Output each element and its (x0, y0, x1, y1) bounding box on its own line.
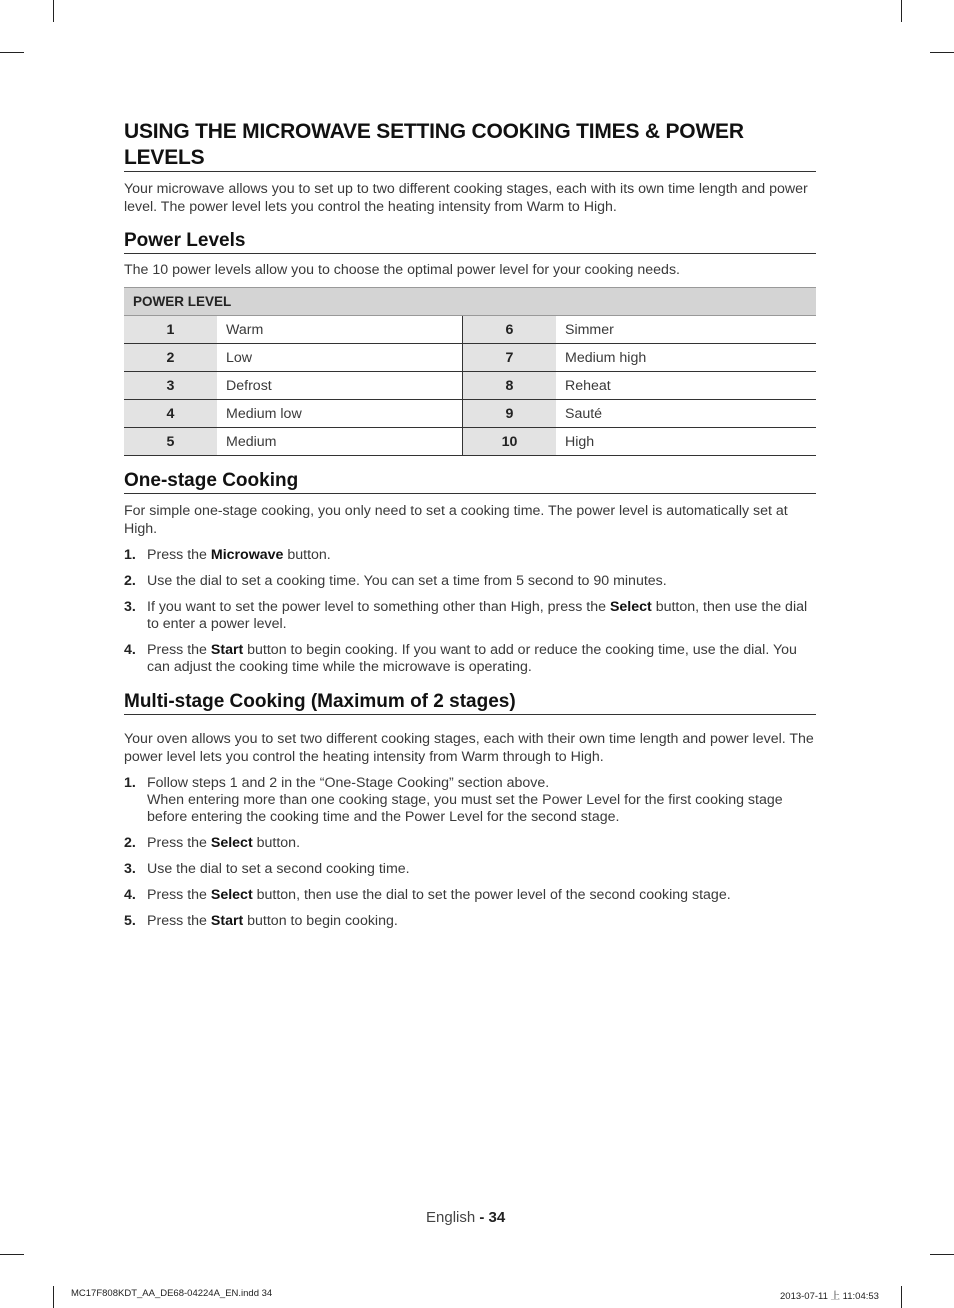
step-text: Press the (147, 547, 211, 563)
level-label: High (556, 428, 816, 456)
level-number: 1 (124, 316, 217, 344)
level-label: Medium (217, 428, 463, 456)
level-label: Medium low (217, 400, 463, 428)
step-note: When entering more than one cooking stage, you must set the Power Level for the first cooking stage before entering the cooking time and the Power Level for the second stage. (147, 792, 783, 825)
list-item (124, 547, 816, 564)
footer-page: - 34 (479, 1209, 506, 1226)
step-text: Press the (147, 887, 211, 903)
level-number: 6 (463, 316, 557, 344)
level-number: 8 (463, 372, 557, 400)
table-row (124, 428, 816, 456)
level-label: Medium high (556, 344, 816, 372)
one-stage-text: For simple one-stage cooking, you only need to set a cooking time. The power level is automatically set at High. (124, 503, 788, 537)
table-header: POWER LEVEL (124, 288, 816, 316)
intro-paragraph: Your microwave allows you to set up to two different cooking stages, each with its own time length and power level. The power level lets you control the heating intensity from Warm to High. (124, 181, 808, 215)
table-row (124, 400, 816, 428)
step-button-name: Start (210, 642, 244, 658)
step-text: button, then use the dial to enter a power level. (147, 599, 808, 632)
step-number: 5. (124, 913, 136, 929)
level-number: 4 (124, 400, 217, 428)
level-number: 2 (124, 344, 217, 372)
level-number: 5 (124, 428, 217, 456)
crop-mark (930, 1254, 954, 1255)
footer-language: English (426, 1209, 476, 1226)
page-title: USING THE MICROWAVE SETTING COOKING TIMES & POWER LEVELS (124, 119, 816, 172)
step-number: 2. (124, 573, 136, 589)
step-text: Press the (147, 835, 211, 851)
step-number: 4. (124, 642, 136, 658)
step-button-name: Microwave (210, 547, 284, 563)
step-text: button, then use the dial to set the power level of the second cooking stage. (252, 887, 731, 903)
list-item (124, 913, 816, 930)
level-number: 7 (463, 344, 557, 372)
step-number: 3. (124, 861, 136, 877)
power-levels-text: The 10 power levels allow you to choose the optimal power level for your cooking needs. (124, 262, 680, 278)
level-label: Reheat (556, 372, 816, 400)
list-item (124, 835, 816, 852)
level-label: Warm (217, 316, 463, 344)
step-number: 4. (124, 887, 136, 903)
page-number (426, 1209, 505, 1226)
one-stage-heading: One-stage Cooking (124, 469, 816, 494)
step-text: button. (252, 835, 301, 851)
power-level-table (124, 287, 816, 456)
step-number: 1. (124, 547, 136, 563)
table-row (124, 344, 816, 372)
list-item (124, 573, 816, 590)
slug-file: MC17F808KDT_AA_DE68-04224A_EN.indd 34 (71, 1288, 273, 1299)
step-text: If you want to set the power level to something other than High, press the (147, 599, 610, 615)
step-button-name: Select (609, 599, 652, 615)
step-text: Press the (147, 913, 211, 929)
step-text: button to begin cooking. If you want to add or reduce the cooking time, use the dial. You can adjust the cooking time while the microwave is operating. (147, 642, 797, 675)
level-number: 3 (124, 372, 217, 400)
step-button-name: Start (210, 913, 244, 929)
step-text: Use the dial to set a second cooking time. (147, 861, 410, 877)
step-number: 1. (124, 775, 136, 791)
multi-stage-heading: Multi-stage Cooking (Maximum of 2 stages) (124, 690, 816, 715)
level-label: Defrost (217, 372, 463, 400)
level-number: 9 (463, 400, 557, 428)
crop-mark (53, 0, 54, 22)
step-text: Follow steps 1 and 2 in the “One-Stage Cooking” section above. (147, 775, 550, 791)
step-text: button. (283, 547, 331, 563)
step-text: Press the (147, 642, 211, 658)
multi-stage-text: Your oven allows you to set two different cooking stages, each with their own time length and power level. The power level lets you control the heating intensity from Warm through to High. (124, 731, 814, 765)
level-label: Low (217, 344, 463, 372)
step-button-name: Select (210, 835, 253, 851)
table-row (124, 372, 816, 400)
crop-mark (901, 1286, 902, 1308)
crop-mark (0, 1254, 24, 1255)
list-item (124, 887, 816, 904)
one-stage-steps (124, 547, 816, 676)
level-number: 10 (463, 428, 557, 456)
step-number: 2. (124, 835, 136, 851)
crop-mark (930, 52, 954, 53)
step-number: 3. (124, 599, 136, 615)
slug-timestamp: 2013-07-11 上 11:04:53 (780, 1291, 879, 1302)
crop-mark (53, 1286, 54, 1308)
step-text: Use the dial to set a cooking time. You can set a time from 5 second to 90 minutes. (147, 573, 667, 589)
multi-stage-steps (124, 775, 816, 930)
list-item (124, 599, 816, 633)
crop-mark (0, 52, 24, 53)
table-row (124, 316, 816, 344)
power-levels-heading: Power Levels (124, 229, 816, 254)
level-label: Sauté (556, 400, 816, 428)
list-item (124, 642, 816, 676)
crop-mark (901, 0, 902, 22)
list-item (124, 861, 816, 878)
step-text: button to begin cooking. (243, 913, 398, 929)
level-label: Simmer (556, 316, 816, 344)
page-content (124, 119, 816, 939)
step-button-name: Select (210, 887, 253, 903)
list-item (124, 775, 816, 826)
